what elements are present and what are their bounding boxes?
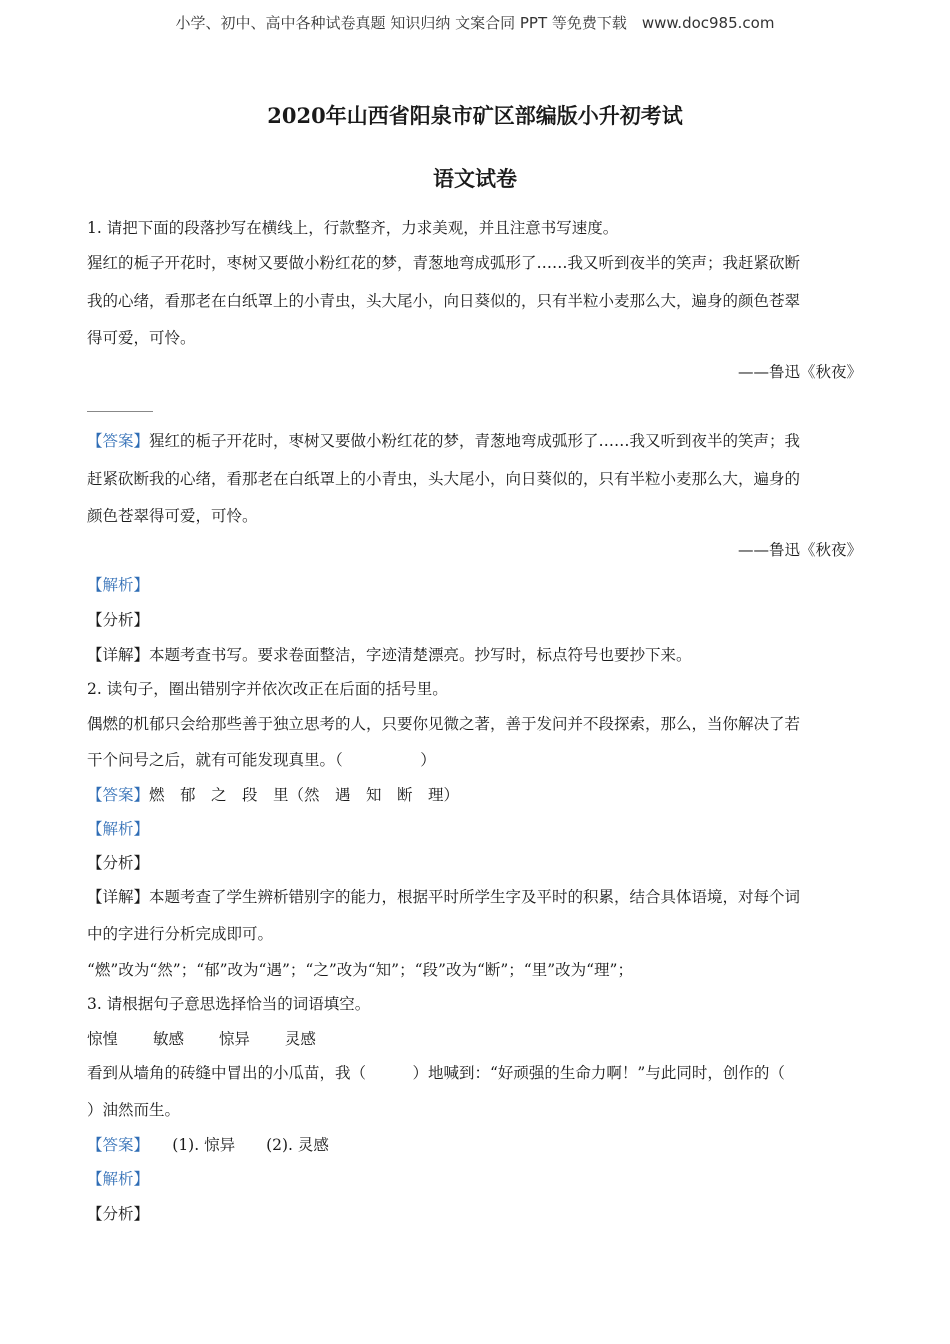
site-banner: 小学、初中、高中各种试卷真题 知识归纳 文案合同 PPT 等免费下载 www.doc985.com <box>175 14 775 32</box>
q1-answer-line: 赶紧砍断我的心绪，看那老在白纸罩上的小青虫，头大尾小，向日葵似的，只有半粒小麦那么大，遍身的 <box>87 470 801 488</box>
q1-jiexi-tag: 【解析】 <box>87 576 150 594</box>
divider <box>87 411 153 412</box>
q3-sentence-line: ）油然而生。 <box>87 1101 181 1119</box>
answer-tag: 【答案】 <box>87 432 150 450</box>
q2-answer <box>87 783 862 805</box>
q3-prompt: 3. 请根据句子意思选择恰当的词语填空。 <box>87 995 371 1013</box>
word-option: 灵感 <box>284 1030 316 1048</box>
exam-title: 2020年山西省阳泉市矿区部编版小升初考试 <box>267 103 683 128</box>
q1-passage-line: 猩红的栀子开花时，枣树又要做小粉红花的梦，青葱地弯成弧形了……我又听到夜半的笑声；我赶紧砍断 <box>87 254 801 272</box>
q2-prompt: 2. 读句子，圈出错别字并依次改正在后面的括号里。 <box>87 680 448 698</box>
detail-tag: 【详解】 <box>87 888 150 906</box>
word-option: 惊异 <box>218 1030 250 1048</box>
word-option: 敏感 <box>152 1030 184 1048</box>
q1-detail-text: 本题考查书写。要求卷面整洁，字迹清楚漂亮。抄写时，标点符号也要抄下来。 <box>149 646 692 664</box>
q3-fenxi-tag: 【分析】 <box>87 1205 150 1223</box>
q1-detail <box>87 643 862 665</box>
q2-jiexi-tag: 【解析】 <box>87 820 150 838</box>
answer-tag: 【答案】 <box>87 786 150 804</box>
q1-answer-line <box>87 429 862 451</box>
q1-prompt: 1. 请把下面的段落抄写在横线上，行款整齐，力求美观，并且注意书写速度。 <box>87 219 619 237</box>
q1-answer-text: 猩红的栀子开花时，枣树又要做小粉红花的梦，青葱地弯成弧形了……我又听到夜半的笑声；我 <box>149 432 801 450</box>
q3-jiexi-tag: 【解析】 <box>87 1170 150 1188</box>
detail-tag: 【详解】 <box>87 646 150 664</box>
q1-answer-line: 颜色苍翠得可爱，可怜。 <box>87 507 258 525</box>
q1-source: ——鲁迅《秋夜》 <box>737 363 862 381</box>
q2-corrections: “燃”改为“然”；“郁”改为“遇”；“之”改为“知”；“段”改为“断”；“里”改为“理”； <box>87 961 633 979</box>
q3-answer-text: (1). 惊异 (2). 灵感 <box>141 1136 329 1154</box>
q1-passage-line: 得可爱，可怜。 <box>87 329 196 347</box>
answer-tag: 【答案】 <box>87 1136 142 1154</box>
q3-word-bank <box>87 1027 862 1049</box>
word-option: 惊惶 <box>87 1030 119 1048</box>
q1-passage-line: 我的心绪，看那老在白纸罩上的小青虫，头大尾小，向日葵似的，只有半粒小麦那么大，遍身的颜色苍翠 <box>87 292 801 310</box>
q1-answer-source: ——鲁迅《秋夜》 <box>737 541 862 559</box>
q3-answer <box>87 1133 862 1155</box>
q2-detail-text: 本题考查了学生辨析错别字的能力，根据平时所学生字及平时的积累，结合具体语境，对每个词 <box>149 888 801 906</box>
q3-sentence-line: 看到从墙角的砖缝中冒出的小瓜苗，我（ ）地喊到：“好顽强的生命力啊！”与此同时，创作的（ <box>87 1064 785 1082</box>
q2-sentence-line: 干个问号之后，就有可能发现真里。（ ） <box>87 751 436 769</box>
q2-fenxi-tag: 【分析】 <box>87 854 150 872</box>
q2-detail-line <box>87 885 862 907</box>
q2-answer-text: 燃 郁 之 段 里（然 遇 知 断 理） <box>149 786 460 804</box>
q2-detail-line: 中的字进行分析完成即可。 <box>87 925 274 943</box>
q2-sentence-line: 偶燃的机郁只会给那些善于独立思考的人，只要你见微之著，善于发问并不段探索，那么，当你解决了若 <box>87 715 801 733</box>
exam-subtitle: 语文试卷 <box>433 166 517 191</box>
q1-fenxi-tag: 【分析】 <box>87 611 150 629</box>
